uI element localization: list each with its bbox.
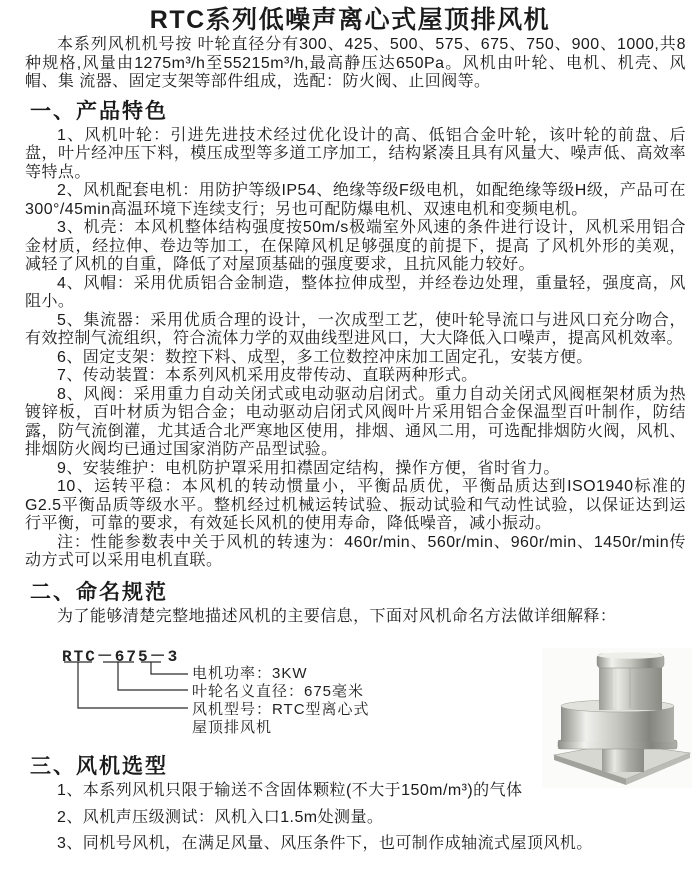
feature-item: 8、风阀：采用重力自动关闭式或电动驱动启闭式。重力自动关闭式风阀框架材质为热镀锌板，百叶材质为铝合金；电动驱动启闭式风阀叶片采用铝合金保温型百叶制作，防结露，防气流倒灌，尤其适合北严寒地区使用，排烟、通风二用，可选配排烟防火阀，风机、排烟防火阀均已通过国家消防产品型试验。 [25,385,686,458]
naming-label-impeller-diameter: 叶轮名义直径：675毫米 [192,683,365,700]
selection-item: 2、风机声压级测试：风机入口1.5m处测量。 [57,808,384,826]
naming-label-fan-model-line2: 屋顶排风机 [192,719,273,736]
feature-item: 3、机壳：本风机整体结构强度按50m/s极端室外风速的条件进行设计，风机采用铝合金材质，经拉伸、卷边等加工，在保障风机足够强度的前提下，提高 了风机外形的美观，减轻了风机的自重，降低了对屋顶基础的强度要求，且抗风能力较好。 [25,219,686,273]
page-title: RTC系列低噪声离心式屋顶排风机 [149,6,551,34]
feature-item: 2、风机配套电机：用防护等级IP54、绝缘等级F级电机，如配绝缘等级H级，产品可在300°/45min高温环境下连续支行；另也可配防爆电机、双速电机和变频电机。 [25,182,686,218]
selection-item: 1、本系列风机只限于输送不含固体颗粒(不大于150m/m³)的气体 [57,782,523,799]
selection-item: 3、同机号风机，在满足风量、风压条件下，也可制作成轴流式屋顶风机。 [57,835,593,852]
naming-heading: 二、命名规范 [30,580,168,604]
selection-heading: 三、风机选型 [30,755,168,778]
features-heading: 一、产品特色 [30,99,168,123]
naming-label-fan-model: 风机型号：RTC型离心式 [192,701,370,718]
model-code-label: RTC－675－3 [62,648,180,666]
naming-intro: 为了能够清楚完整地描述风机的主要信息，下面对风机命名方法做详细解释： [57,607,617,625]
feature-item: 7、传动装置：本系列风机采用皮带传动、直联两种形式。 [57,367,478,384]
feature-item: 10、运转平稳：本风机的转动惯量小，平衡品质优，平衡品质达到ISO1940标准的G2.5平衡品质等级水平。整机经过机械运转试验、振动试验和气动性试验，以保证达到运行平衡，可靠的要求，有效延长风机的使用寿命，降低噪音，减小振动。 [25,478,686,532]
feature-item: 9、安装维护：电机防护罩采用扣襟固定结构，操作方便，省时省力。 [57,459,560,477]
roof-fan-product-photo [542,648,692,788]
features-note: 注：性能参数表中关于风机的转速为：460r/min、560r/min、960r/min、1450r/min传动方式可以采用电机直联。 [25,533,686,569]
naming-diagram [0,630,700,744]
feature-item: 4、风帽：采用优质铝合金制造，整体拉伸成型，并经卷边处理，重量轻，强度高，风阻小。 [25,274,686,310]
feature-item: 6、固定支架：数控下料、成型，多工位数控冲床加工固定孔，安装方便。 [57,348,593,366]
feature-item: 1、风机叶轮：引进先进技术经过优化设计的高、低铝合金叶轮，该叶轮的前盘、后盘，叶片经冲压下料，模压成型等多道工序加工，结构紧凑且具有风量大、噪声低、高效率等特点。 [25,126,686,181]
feature-item: 5、集流器：采用优质合理的设计，一次成型工艺，使叶轮导流口与进风口充分吻合，有效控制气流组织，符合流体力学的双曲线型进风口，大大降低入口噪声，提高风机效率。 [25,311,686,347]
intro-paragraph: 本系列风机机号按 叶轮直径分有300、425、500、575、675、750、900、1000,共8种规格,风量由1275m³/h至55215m³/h,最高静压达650Pa。风机由叶轮、电机、机壳、风帽、集 流器、固定支架等部件组成，选配：防火阀、止回阀等。 [25,36,686,90]
naming-label-motor-power: 电机功率：3KW [192,665,308,682]
